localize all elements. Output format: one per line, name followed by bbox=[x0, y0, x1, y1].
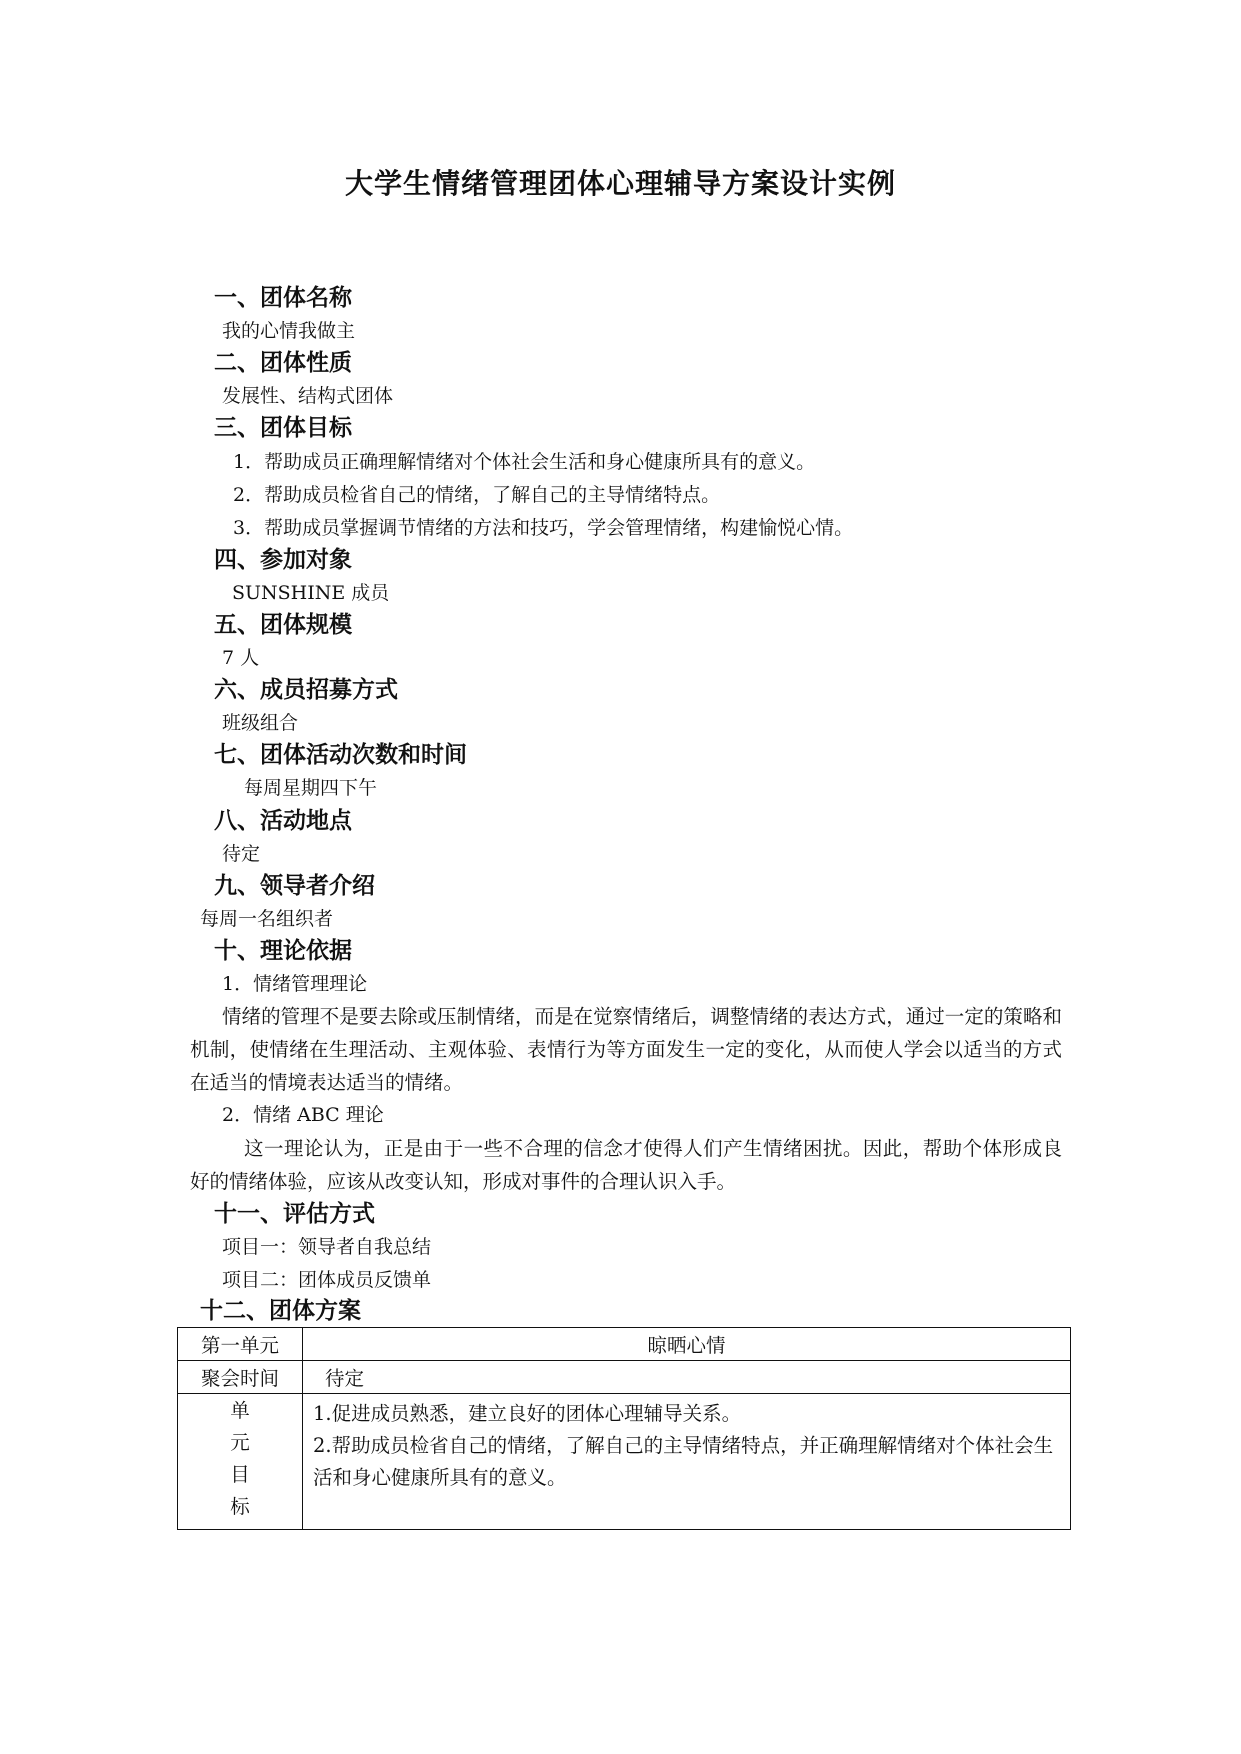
goal-label-char: 目 bbox=[230, 1463, 250, 1486]
section-heading-8: 八、活动地点 bbox=[214, 808, 352, 834]
section-heading-9: 九、领导者介绍 bbox=[214, 873, 375, 899]
section-heading-3: 三、团体目标 bbox=[214, 415, 352, 441]
section-heading-12: 十二、团体方案 bbox=[200, 1298, 361, 1324]
section-content-9: 每周一名组织者 bbox=[200, 908, 334, 930]
unit-label-cell: 第一单元 bbox=[178, 1328, 303, 1361]
section-content-6: 班级组合 bbox=[222, 712, 299, 734]
unit-goal-1: 1.促进成员熟悉，建立良好的团体心理辅导关系。 bbox=[313, 1402, 742, 1425]
document-title: 大学生情绪管理团体心理辅导方案设计实例 bbox=[344, 167, 896, 200]
evaluation-item-2: 项目二：团体成员反馈单 bbox=[222, 1269, 432, 1291]
section-content-5: 7 人 bbox=[222, 647, 260, 669]
goal-label-char: 元 bbox=[230, 1431, 250, 1454]
section-heading-1: 一、团体名称 bbox=[214, 285, 352, 311]
plan-table bbox=[177, 1327, 1071, 1530]
unit-goal-2: 2.帮助成员检省自己的情绪，了解自己的主导情绪特点，并正确理解情绪对个体社会生活和身心健康所具有的意义。 bbox=[313, 1434, 1054, 1489]
theory-paragraph-1: 情绪的管理不是要去除或压制情绪，而是在觉察情绪后，调整情绪的表达方式，通过一定的策略和机制，使情绪在生理活动、主观体验、表情行为等方面发生一定的变化，从而使人学会以适当的方式在适当的情境表达适当的情绪。 bbox=[190, 1005, 1062, 1094]
goal-label-char: 单 bbox=[230, 1399, 250, 1422]
section-content-2: 发展性、结构式团体 bbox=[222, 385, 394, 407]
table-row bbox=[178, 1394, 1071, 1530]
theory-paragraph-2: 这一理论认为，正是由于一些不合理的信念才使得人们产生情绪困扰。因此，帮助个体形成良好的情绪体验，应该从改变认知，形成对事件的合理认识入手。 bbox=[190, 1137, 1062, 1193]
evaluation-item-1: 项目一：领导者自我总结 bbox=[222, 1236, 432, 1258]
goal-label-cell bbox=[178, 1394, 303, 1530]
section-heading-6: 六、成员招募方式 bbox=[214, 677, 398, 703]
section-heading-2: 二、团体性质 bbox=[214, 350, 352, 376]
goal-content-cell bbox=[303, 1394, 1071, 1530]
section-heading-11: 十一、评估方式 bbox=[214, 1201, 375, 1227]
table-row bbox=[178, 1361, 1071, 1394]
goal-item-1: 1．帮助成员正确理解情绪对个体社会生活和身心健康所具有的意义。 bbox=[233, 451, 816, 473]
section-content-8: 待定 bbox=[222, 843, 261, 865]
section-heading-5: 五、团体规模 bbox=[214, 612, 352, 638]
section-heading-10: 十、理论依据 bbox=[214, 938, 352, 964]
section-content-1: 我的心情我做主 bbox=[222, 320, 356, 342]
goal-item-3: 3．帮助成员掌握调节情绪的方法和技巧，学会管理情绪，构建愉悦心情。 bbox=[233, 517, 854, 539]
theory-subheading-2: 2．情绪 ABC 理论 bbox=[222, 1104, 384, 1126]
table-row bbox=[178, 1328, 1071, 1361]
section-content-7: 每周星期四下午 bbox=[244, 777, 378, 799]
goal-item-2: 2．帮助成员检省自己的情绪，了解自己的主导情绪特点。 bbox=[233, 484, 721, 506]
unit-theme-cell: 晾晒心情 bbox=[303, 1328, 1071, 1361]
section-heading-7: 七、团体活动次数和时间 bbox=[214, 742, 467, 768]
theory-subheading-1: 1．情绪管理理论 bbox=[222, 973, 368, 995]
time-label-cell: 聚会时间 bbox=[178, 1361, 303, 1394]
section-heading-4: 四、参加对象 bbox=[214, 547, 352, 573]
goal-label-char: 标 bbox=[230, 1495, 250, 1518]
section-content-4: SUNSHINE 成员 bbox=[232, 582, 390, 604]
time-value-cell: 待定 bbox=[303, 1361, 1071, 1394]
